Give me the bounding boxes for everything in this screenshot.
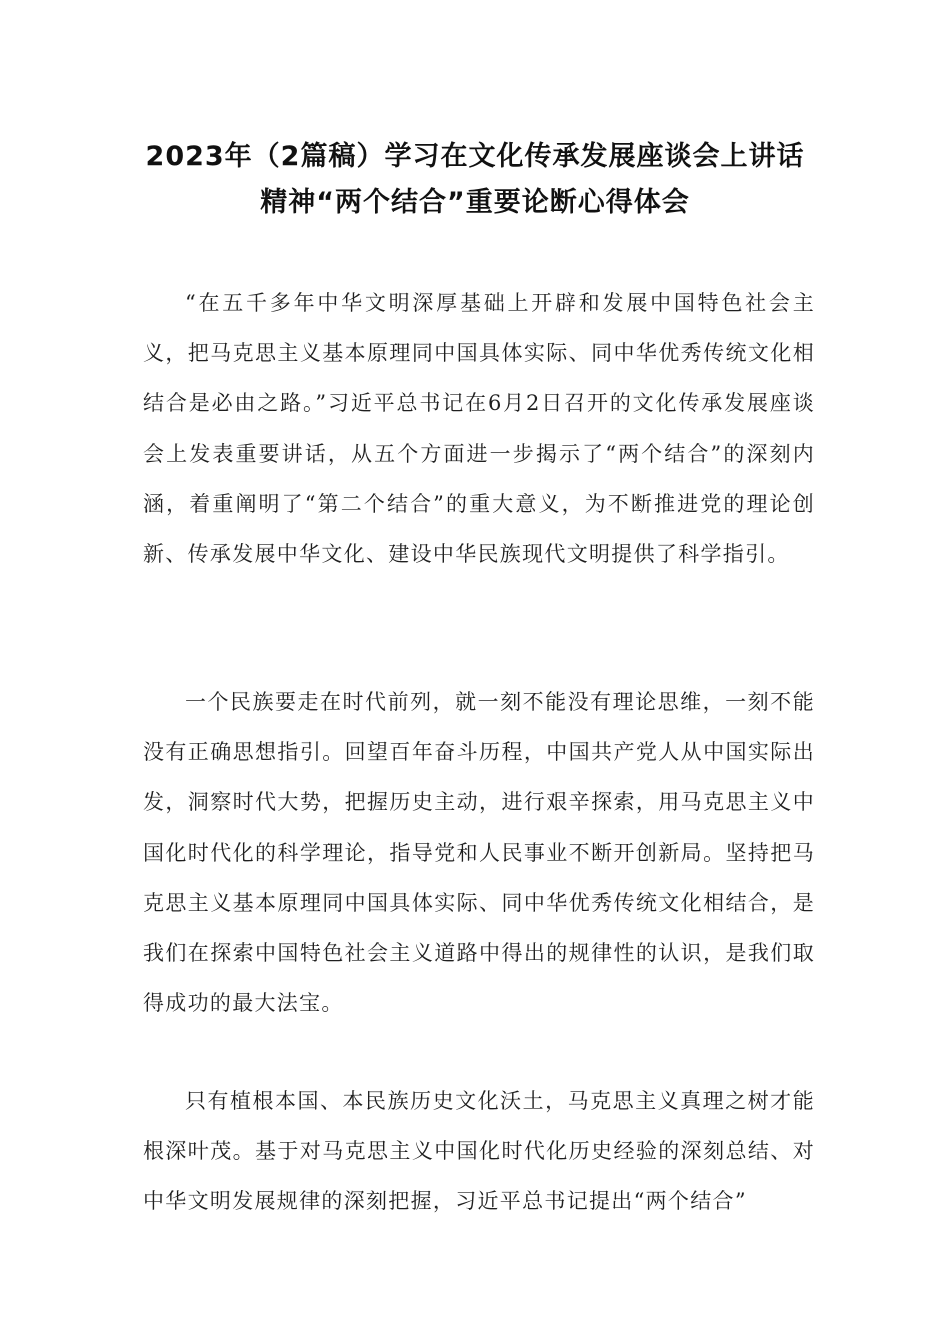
document-title (120, 134, 830, 226)
paragraph-2: 一个民族要走在时代前列，就一刻不能没有理论思维，一刻不能没有正确思想指引。回望百年奋斗历程，中国共产党人从中国实际出发，洞察时代大势，把握历史主动，进行艰辛探索，用马克思主义中国化时代化的科学理论，指导党和人民事业不断开创新局。坚持把马克思主义基本原理同中国具体实际、同中华优秀传统文化相结合，是我们在探索中国特色社会主义道路中得出的规律性的认识，是我们取得成功的最大法宝。 (143, 690, 815, 1016)
paragraph-3: 只有植根本国、本民族历史文化沃土，马克思主义真理之树才能根深叶茂。基于对马克思主义中国化时代化历史经验的深刻总结、对中华文明发展规律的深刻把握，习近平总书记提出“两个结合” (143, 1089, 815, 1214)
paragraph-1: “在五千多年中华文明深厚基础上开辟和发展中国特色社会主义，把马克思主义基本原理同中国具体实际、同中华优秀传统文化相结合是必由之路。”习近平总书记在6月2日召开的文化传承发展座谈会上发表重要讲话，从五个方面进一步揭示了“两个结合”的深刻内涵，着重阐明了“第二个结合”的重大意义，为不断推进党的理论创新、传承发展中华文化、建设中华民族现代文明提供了科学指引。 (143, 291, 815, 567)
title-line-1: 2023年（2篇稿）学习在文化传承发展座谈会上讲话 (145, 141, 805, 172)
title-line-2: 精神“两个结合”重要论断心得体会 (260, 187, 690, 218)
